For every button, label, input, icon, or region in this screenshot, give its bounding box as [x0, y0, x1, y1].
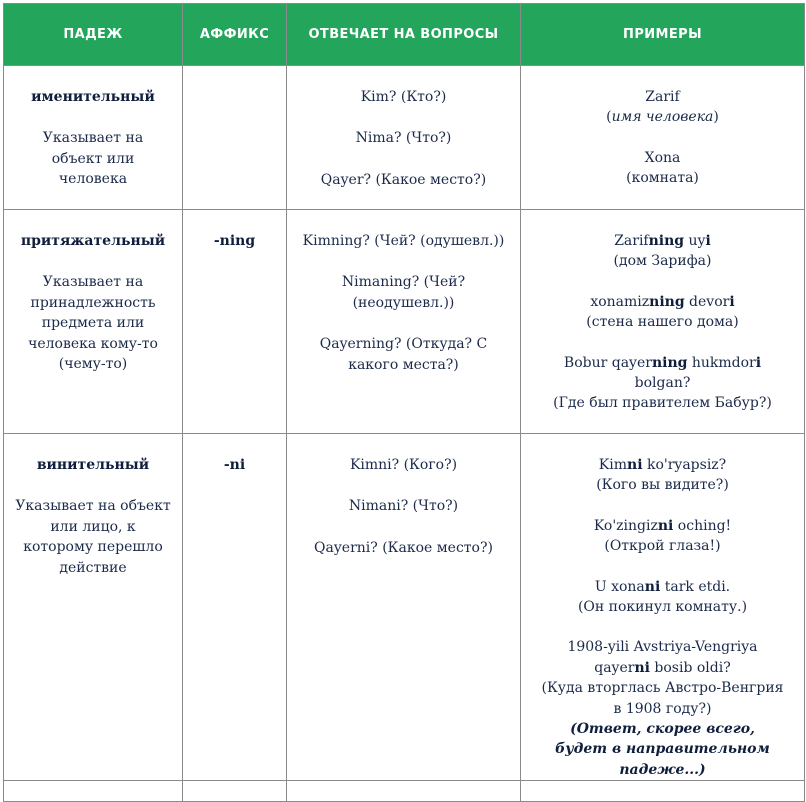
example-uz: Kimni ko'ryapsiz? [598, 457, 727, 473]
case-cell [4, 210, 183, 434]
example-uz: Xona [644, 149, 681, 166]
affix-value: -ni [223, 457, 246, 473]
case-name: винительный [36, 457, 150, 473]
case-description: Указывает на объект или человека [42, 130, 144, 188]
affix-cell [183, 66, 287, 210]
affix-cell [183, 434, 287, 781]
table-row [4, 210, 805, 434]
example-ru: (дом Зарифа) [613, 253, 712, 270]
question: Nima? (Что?) [355, 130, 452, 147]
table-row [4, 66, 805, 210]
example-ru: (Куда вторглась Австро-Венгрия в 1908 году?) [541, 680, 784, 717]
case-description: Указывает на принадлежность предмета или человека кому-то (чему-то) [28, 274, 158, 373]
header-affix: АФФИКС [183, 4, 287, 66]
example-uz: Zarifning uyi [614, 233, 711, 249]
example-ru: (комната) [626, 170, 699, 187]
example-uz: Ko'zingizni oching! [593, 517, 732, 534]
affix-cell [183, 210, 287, 434]
question: Kimning? (Чей? (одушевл.)) [302, 233, 505, 249]
table-row [4, 434, 805, 781]
example-ru: (Кого вы видите?) [596, 477, 729, 494]
question: Qayerni? (Какое место?) [314, 539, 493, 556]
header-examples: ПРИМЕРЫ [521, 4, 805, 66]
example [529, 637, 796, 780]
example [529, 455, 796, 496]
examples-cell [521, 210, 805, 434]
questions-cell [287, 434, 521, 781]
examples-cell [521, 66, 805, 210]
example-uz: xonamizning devori [590, 293, 735, 310]
example [529, 516, 796, 557]
header-row [4, 4, 805, 66]
example [529, 148, 796, 189]
case-description: Указывает на объект или лицо, к которому перешло действие [15, 498, 171, 576]
example-uz: Zarif [645, 89, 680, 105]
case-cell [4, 434, 183, 781]
questions-cell [287, 210, 521, 434]
example-note: (Ответ, скорее всего, будет в направительном падеже...) [555, 721, 770, 778]
question: Kimni? (Кого?) [349, 457, 458, 473]
question: Qayerning? (Откуда? С какого места?) [319, 336, 488, 373]
example [529, 231, 796, 272]
case-cell [4, 66, 183, 210]
example-ru: (стена нашего дома) [586, 314, 739, 331]
case-name: именительный [31, 89, 155, 105]
example-ru: (имя человека) [606, 109, 719, 126]
example [529, 292, 796, 333]
question: Nimaning? (Чей? (неодушевл.)) [341, 274, 466, 311]
grammar-cases-table [3, 3, 805, 802]
example [529, 577, 796, 618]
example-uz: 1908-yili Avstriya-Vengriya [567, 639, 758, 656]
example-uz: U xonani tark etdi. [594, 578, 731, 595]
question: Nimani? (Что?) [348, 498, 459, 515]
example [529, 353, 796, 414]
header-case: ПАДЕЖ [4, 4, 183, 66]
header-questions: ОТВЕЧАЕТ НА ВОПРОСЫ [287, 4, 521, 66]
example-uz: Bobur qayerning hukmdori bolgan? [563, 354, 762, 392]
case-name: притяжательный [20, 233, 166, 249]
example-ru: (Он покинул комнату.) [577, 599, 748, 616]
affix-value: -ning [213, 233, 256, 249]
example-ru: (Где был правителем Бабур?) [553, 395, 772, 412]
questions-cell [287, 66, 521, 210]
example-uz: qayerni bosib oldi? [594, 659, 731, 676]
question: Kim? (Кто?) [360, 89, 447, 105]
examples-cell [521, 434, 805, 781]
example-ru: (Открой глаза!) [604, 538, 721, 555]
example [529, 87, 796, 128]
question: Qayer? (Какое место?) [320, 171, 487, 188]
